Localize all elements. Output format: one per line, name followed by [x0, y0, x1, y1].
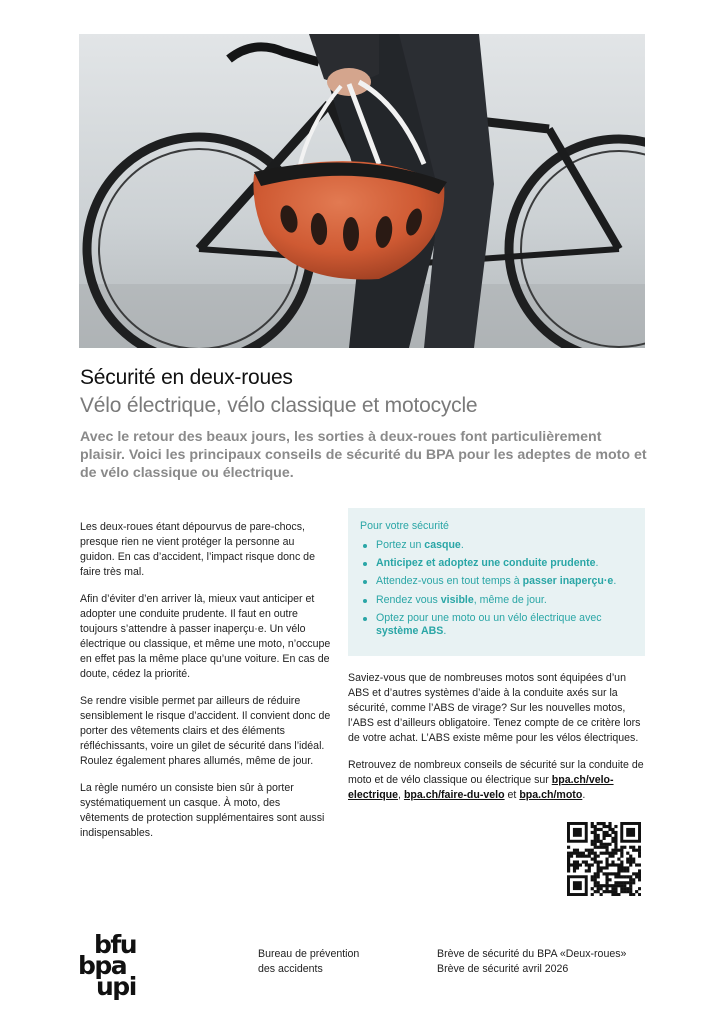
- hero-photo: [79, 34, 645, 348]
- doc-line: Brève de sécurité avril 2026: [437, 963, 569, 975]
- page-title: Sécurité en deux-roues: [80, 366, 293, 389]
- list-item: [360, 557, 633, 570]
- paragraph-text: .: [582, 789, 586, 801]
- org-line: Bureau de prévention: [258, 948, 360, 960]
- safety-tips-box: [348, 508, 645, 656]
- logo-line: bfu: [94, 930, 137, 959]
- qr-code-icon[interactable]: [567, 822, 641, 896]
- tip-emphasis: passer inaperçu·e: [522, 575, 614, 588]
- page-subtitle: Vélo électrique, vélo classique et motocycle: [80, 394, 478, 417]
- paragraph: Saviez-vous que de nombreuses motos sont équipées d’un ABS et d’autres systèmes d’aide à la conduite axés sur la sécurité, comme l’ABS de virage? Sur les nouvelles motos, l’ABS est d’ailleurs obligatoire. Tenez compte de ce critère lors de votre achat. L’ABS existe même pour les vélos électriques.: [348, 672, 641, 744]
- paragraph: Afin d’éviter d’en arriver là, mieux vaut anticiper et adopter une conduite prudente. Il faut en outre toujours s’attendre à passer inaperçu·e. Un vélo électrique ou classique, et même une moto, n’occupe en effet pas la même place qu’une voiture. En cas de doute, cédez la priorité.: [80, 593, 331, 680]
- link-moto[interactable]: bpa.ch/moto: [519, 789, 583, 801]
- right-column: [348, 671, 648, 815]
- document-info: [437, 947, 626, 977]
- tip-emphasis: Anticipez et adoptez une conduite prudente: [376, 557, 596, 570]
- list-item: [360, 575, 633, 588]
- tips-list: [360, 539, 633, 638]
- tip-text: .: [460, 539, 464, 551]
- tip-emphasis: système ABS: [376, 625, 444, 638]
- organization-name: [258, 947, 359, 977]
- link-velo-electrique[interactable]: bpa.ch/velo-electrique: [348, 774, 614, 801]
- paragraph: La règle numéro un consiste bien sûr à porter systématiquement un casque. À moto, des vêtements de protection supplémentaires sont aussi indispensables.: [80, 782, 325, 839]
- doc-line: Brève de sécurité du BPA «Deux-roues»: [437, 948, 627, 960]
- list-item: [360, 539, 633, 552]
- tip-text: .: [443, 625, 447, 638]
- tip-text: .: [613, 575, 617, 588]
- paragraph: Les deux-roues étant dépourvus de pare-chocs, presque rien ne vient protéger la personne au guidon. En cas d’accident, l’impact risque donc de faire très mal.: [80, 521, 315, 578]
- separator-text: ,: [398, 789, 404, 801]
- tip-text: Rendez vous: [376, 593, 441, 606]
- link-faire-du-velo[interactable]: bpa.ch/faire-du-velo: [403, 789, 505, 801]
- separator-text: et: [504, 789, 520, 801]
- tip-text: Portez un: [376, 539, 425, 551]
- list-item: [360, 594, 633, 607]
- bfu-bpa-upi-logo: [78, 930, 158, 1004]
- paragraph-text: Retrouvez de nombreux conseils de sécurité sur la conduite de moto et de vélo classique ou électrique sur: [348, 759, 644, 786]
- tip-text: .: [595, 557, 599, 570]
- tip-text: Optez pour une moto ou un vélo électrique avec: [376, 611, 602, 624]
- org-line: des accidents: [258, 963, 323, 975]
- left-column: [80, 520, 332, 853]
- tips-box-title: Pour votre sécurité: [360, 520, 449, 532]
- tip-emphasis: casque: [424, 539, 461, 551]
- tip-emphasis: visible: [440, 593, 474, 606]
- paragraph: Se rendre visible permet par ailleurs de réduire sensiblement le risque d’accident. Il convient donc de porter des vêtements clairs et des éléments réfléchissants, voire un gilet de sécurité dans l’idéal. Roulez également phares allumés, même de jour.: [80, 695, 331, 767]
- lead-paragraph: Avec le retour des beaux jours, les sorties à deux-roues font particulièrement plaisir. Voici les principaux conseils de sécurité du BPA pour les adeptes de moto et de vélo classique ou électrique.: [80, 429, 647, 481]
- list-item: [360, 612, 633, 638]
- logo-line: bpa: [78, 951, 127, 980]
- tip-text: Attendez-vous en tout temps à: [376, 575, 523, 588]
- logo-line: upi: [96, 972, 136, 1001]
- bicycle-helmet-photo: [79, 34, 645, 348]
- links-paragraph: [348, 758, 648, 803]
- tip-text: , même de jour.: [473, 593, 547, 606]
